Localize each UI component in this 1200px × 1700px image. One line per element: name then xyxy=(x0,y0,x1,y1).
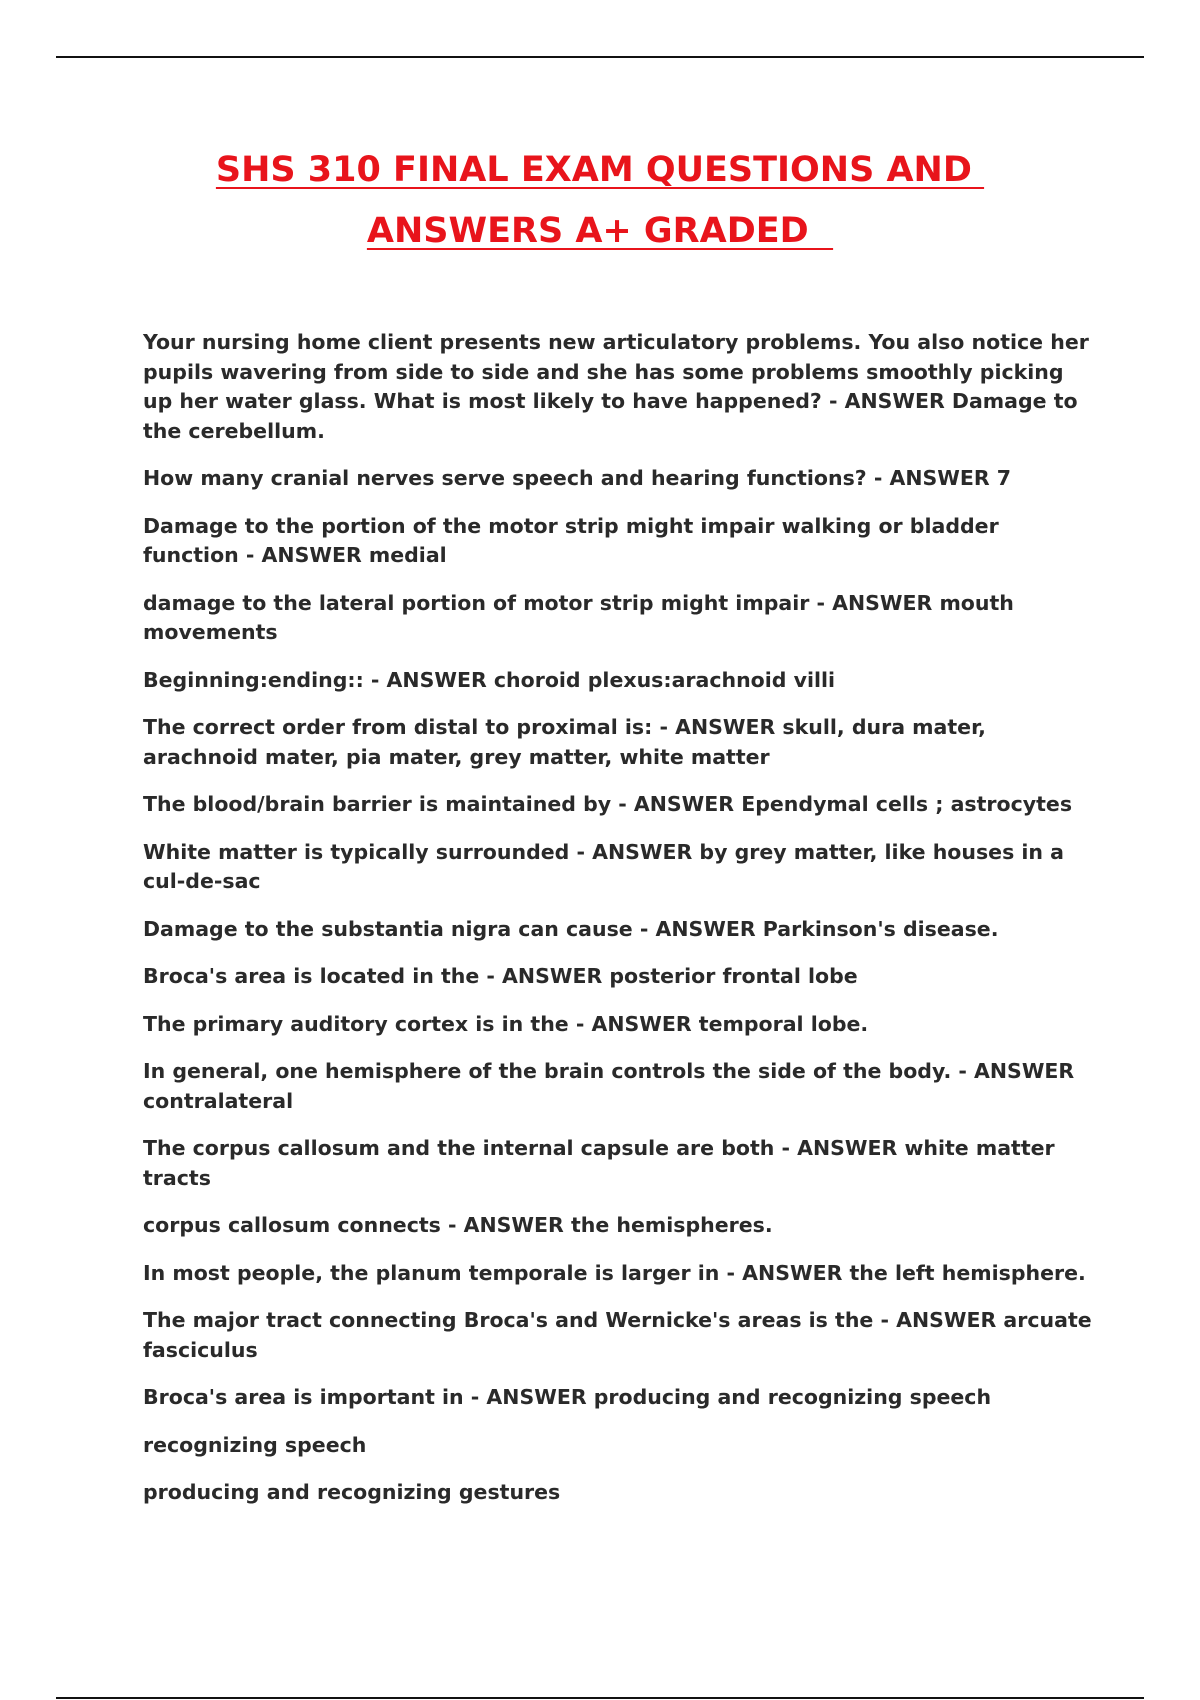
qa-item: corpus callosum connects - ANSWER the hemispheres. xyxy=(143,1213,773,1237)
qa-item: recognizing speech xyxy=(143,1432,367,1457)
qa-item: Your nursing home client presents new articulatory problems. You also notice her pupils wavering from side to side and she has some problems smoothly picking up her water glass. What is most likely to have happened? - ANSWER Damage to the cerebellum. xyxy=(143,330,1089,443)
qa-item: damage to the lateral portion of motor strip might impair - ANSWER mouth movements xyxy=(143,590,1014,644)
qa-item: Damage to the substantia nigra can cause - ANSWER Parkinson's disease. xyxy=(143,916,999,941)
qa-item: The correct order from distal to proximal is: - ANSWER skull, dura mater, arachnoid mater, pia mater, grey matter, white matter xyxy=(143,715,986,769)
qa-item: producing and recognizing gestures xyxy=(143,1480,561,1504)
bottom-divider xyxy=(56,1697,1144,1699)
qa-item: Beginning:ending:: - ANSWER choroid plexus:arachnoid villi xyxy=(143,667,836,692)
qa-item: Broca's area is located in the - ANSWER posterior frontal lobe xyxy=(143,964,858,988)
title-line-1: SHS 310 FINAL EXAM QUESTIONS AND xyxy=(215,150,985,190)
qa-item: The major tract connecting Broca's and Wernicke's areas is the - ANSWER arcuate fasciculus xyxy=(143,1308,1092,1362)
qa-item: Broca's area is important in - ANSWER producing and recognizing speech xyxy=(143,1385,992,1409)
title-line-2: ANSWERS A+ GRADED xyxy=(366,211,834,251)
qa-item: White matter is typically surrounded - ANSWER by grey matter, like houses in a cul-de-sac xyxy=(143,839,1064,893)
qa-item: The primary auditory cortex is in the - ANSWER temporal lobe. xyxy=(143,1011,869,1036)
document-title xyxy=(0,140,1200,262)
qa-item: The blood/brain barrier is maintained by - ANSWER Ependymal cells ; astrocytes xyxy=(143,792,1073,816)
qa-item: How many cranial nerves serve speech and hearing functions? - ANSWER 7 xyxy=(143,466,1012,490)
top-divider xyxy=(56,56,1144,58)
qa-item: Damage to the portion of the motor strip might impair walking or bladder function - ANSWER medial xyxy=(143,513,999,567)
qa-item: In most people, the planum temporale is larger in - ANSWER the left hemisphere. xyxy=(143,1260,1086,1285)
qa-item: The corpus callosum and the internal capsule are both - ANSWER white matter tracts xyxy=(143,1136,1055,1190)
qa-item: In general, one hemisphere of the brain controls the side of the body. - ANSWER contralateral xyxy=(143,1059,1075,1113)
question-list xyxy=(143,328,1093,1526)
